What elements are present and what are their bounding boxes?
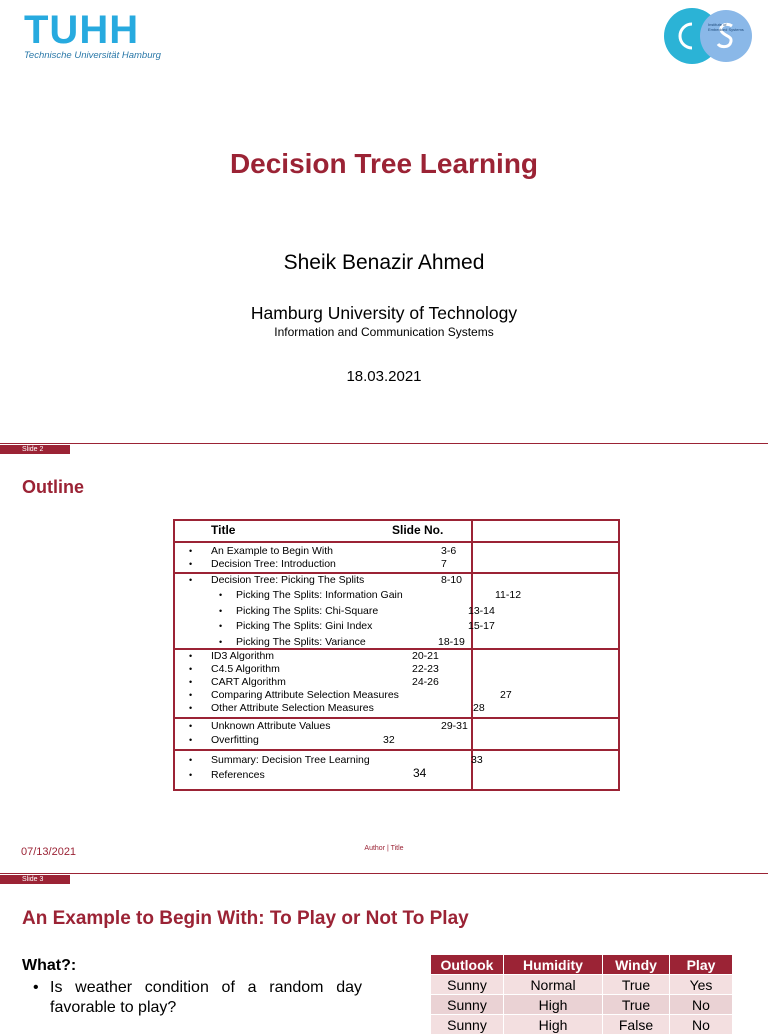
outline-item: Overfitting xyxy=(211,734,259,746)
outline-slide-no: 13-14 xyxy=(468,605,495,617)
title-slide xyxy=(0,0,768,443)
author-name: Sheik Benazir Ahmed xyxy=(283,251,485,274)
outline-slide-no: 27 xyxy=(500,689,512,701)
outline-slide-no: 22-23 xyxy=(412,663,439,675)
bullet-icon: • xyxy=(189,559,193,569)
table-header: Play xyxy=(670,955,733,975)
weather-table xyxy=(430,954,733,1035)
tuhh-logo xyxy=(24,10,161,61)
outline-item: An Example to Begin With xyxy=(211,545,333,557)
outline-slide-no: 15-17 xyxy=(468,620,495,632)
ies-logo-text: Institute of Embedded Systems xyxy=(708,22,744,32)
table-header-row xyxy=(431,955,733,975)
table-cell: Sunny xyxy=(431,975,504,995)
outline-subitem: Picking The Splits: Gini Index xyxy=(236,620,373,632)
table-header: Humidity xyxy=(504,955,603,975)
slide-title: Outline xyxy=(22,477,84,497)
slide-divider xyxy=(0,873,768,874)
outline-item: CART Algorithm xyxy=(211,676,286,688)
outline-slide-no: 11-12 xyxy=(495,589,522,601)
slide-number-tag: Slide 2 xyxy=(0,445,70,454)
table-cell: Sunny xyxy=(431,995,504,1015)
what-label: What?: xyxy=(22,957,77,974)
table-cell: No xyxy=(670,995,733,1015)
outline-slide-no: 29-31 xyxy=(441,720,468,732)
slide-number-tag: Slide 3 xyxy=(0,875,70,884)
presentation-date: 18.03.2021 xyxy=(346,368,422,385)
example-slide xyxy=(0,873,768,1033)
outline-table xyxy=(173,519,620,791)
outline-subitem: Picking The Splits: Variance xyxy=(236,636,366,648)
table-row xyxy=(431,1015,733,1035)
ies-logo-icon xyxy=(662,8,754,64)
bullet-icon: • xyxy=(219,590,223,600)
header-slide-no: Slide No. xyxy=(392,523,444,537)
outline-item: Unknown Attribute Values xyxy=(211,720,331,732)
bullet-icon: • xyxy=(189,735,193,745)
table-cell: Normal xyxy=(504,975,603,995)
footer-author: Author | Title xyxy=(364,845,404,852)
bullet-icon: • xyxy=(189,664,193,674)
bullet-icon: • xyxy=(189,721,193,731)
presentation-title: Decision Tree Learning xyxy=(229,148,539,179)
outline-slide-no: 7 xyxy=(441,558,447,570)
outline-item: Other Attribute Selection Measures xyxy=(211,702,374,714)
table-row-divider xyxy=(175,541,618,543)
header-title: Title xyxy=(211,523,236,537)
bullet-icon: • xyxy=(189,546,193,556)
bullet-icon: • xyxy=(189,575,193,585)
bullet-icon: • xyxy=(219,606,223,616)
outline-item: C4.5 Algorithm xyxy=(211,663,280,675)
bullet-icon: • xyxy=(189,651,193,661)
table-header: Outlook xyxy=(431,955,504,975)
outline-slide-no: 34 xyxy=(413,766,427,780)
outline-slide-no: 8-10 xyxy=(441,574,463,586)
outline-item: Decision Tree: Introduction xyxy=(211,558,336,570)
table-cell: High xyxy=(504,1015,603,1035)
outline-item: ID3 Algorithm xyxy=(211,650,275,662)
question-text xyxy=(33,978,362,1018)
outline-item: Comparing Attribute Selection Measures xyxy=(211,689,399,701)
question-line: Is weather condition of a random day xyxy=(50,979,362,996)
table-row xyxy=(431,975,733,995)
slide-title: An Example to Begin With: To Play or Not To Play xyxy=(22,908,469,929)
bullet-icon: • xyxy=(189,677,193,687)
table-cell: False xyxy=(603,1015,670,1035)
footer-date: 07/13/2021 xyxy=(21,846,77,858)
bullet-icon: • xyxy=(189,770,193,780)
outline-slide-no: 28 xyxy=(473,702,485,714)
outline-slide-no: 18-19 xyxy=(438,636,465,648)
outline-item: Decision Tree: Picking The Splits xyxy=(211,574,365,586)
outline-item: Summary: Decision Tree Learning xyxy=(211,754,370,766)
table-header: Windy xyxy=(603,955,670,975)
table-cell: High xyxy=(504,995,603,1015)
outline-item: References xyxy=(211,769,265,781)
table-row xyxy=(431,995,733,1015)
bullet-icon: • xyxy=(33,979,39,996)
tuhh-logo-subtitle: Technische Universität Hamburg xyxy=(24,50,161,61)
outline-slide-no: 3-6 xyxy=(441,545,457,557)
table-cell: No xyxy=(670,1015,733,1035)
slide-divider xyxy=(0,443,768,444)
outline-slide xyxy=(0,443,768,873)
question-line: favorable to play? xyxy=(50,999,177,1016)
bullet-icon: • xyxy=(219,621,223,631)
university-name: Hamburg University of Technology xyxy=(250,303,518,323)
bullet-icon: • xyxy=(189,703,193,713)
outline-slide-no: 24-26 xyxy=(412,676,439,688)
table-row-divider xyxy=(175,717,618,719)
bullet-icon: • xyxy=(189,690,193,700)
outline-slide-no: 32 xyxy=(383,734,395,746)
table-cell: True xyxy=(603,975,670,995)
outline-subitem: Picking The Splits: Chi-Square xyxy=(236,605,379,617)
outline-subitem: Picking The Splits: Information Gain xyxy=(236,589,403,601)
outline-slide-no: 20-21 xyxy=(412,650,439,662)
bullet-icon: • xyxy=(189,755,193,765)
table-cell: Sunny xyxy=(431,1015,504,1035)
table-cell: Yes xyxy=(670,975,733,995)
bullet-icon: • xyxy=(219,637,223,647)
tuhh-logo-text: TUHH xyxy=(24,8,140,52)
department-name: Information and Communication Systems xyxy=(274,325,494,339)
table-cell: True xyxy=(603,995,670,1015)
outline-slide-no: 33 xyxy=(471,754,483,766)
table-row-divider xyxy=(175,749,618,751)
